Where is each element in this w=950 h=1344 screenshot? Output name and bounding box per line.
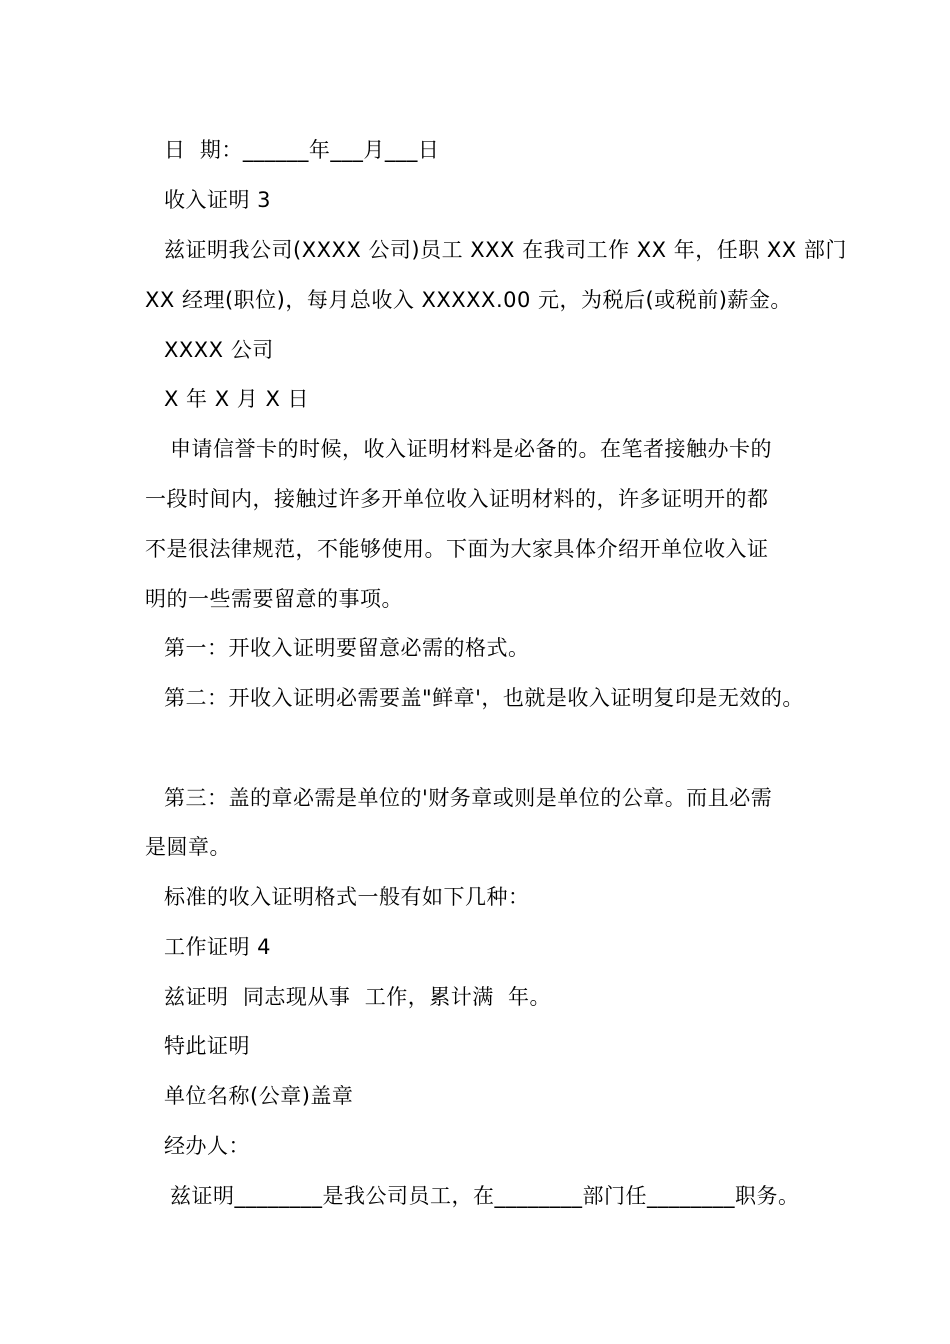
body-line: 明的一些需要留意的事项。 (145, 587, 403, 611)
body-line: 不是很法律规范，不能够使用。下面为大家具体介绍开单位收入证 (145, 537, 769, 561)
item-first: 第一：开收入证明要留意必需的格式。 (164, 636, 530, 660)
body-line: 兹证明我公司(XXXX 公司)员工 XXX 在我司工作 XX 年，任职 XX 部门 (164, 238, 847, 262)
item-third: 第三：盖的章必需是单位的'财务章或则是单位的公章。而且必需 (164, 786, 773, 810)
body-line: 兹证明 同志现从事 工作，累计满 年。 (164, 985, 552, 1009)
body-line: XX 经理(职位)，每月总收入 XXXXX.00 元，为税后(或税前)薪金。 (145, 288, 792, 312)
body-line: 标准的收入证明格式一般有如下几种： (164, 885, 530, 909)
item-second: 第二：开收入证明必需要盖"鲜章'，也就是收入证明复印是无效的。 (164, 686, 804, 710)
unit-seal-line: 单位名称(公章)盖章 (164, 1084, 354, 1108)
company-name-line: XXXX 公司 (164, 338, 274, 362)
section-title-income-3: 收入证明 3 (164, 188, 272, 212)
body-line: 兹证明________是我公司员工，在________部门任________职务。 (170, 1184, 800, 1208)
closing-line: 特此证明 (164, 1034, 250, 1058)
signature-date-line: X 年 X 月 X 日 (164, 387, 310, 411)
handler-line: 经办人： (164, 1134, 250, 1158)
body-line: 是圆章。 (145, 835, 231, 859)
date-line: 日 期：______年___月___日 (164, 138, 440, 162)
section-title-work-4: 工作证明 4 (164, 935, 272, 959)
body-line: 一段时间内，接触过许多开单位收入证明材料的，许多证明开的都 (145, 487, 769, 511)
body-line: 申请信誉卡的时候，收入证明材料是必备的。在笔者接触办卡的 (170, 437, 772, 461)
